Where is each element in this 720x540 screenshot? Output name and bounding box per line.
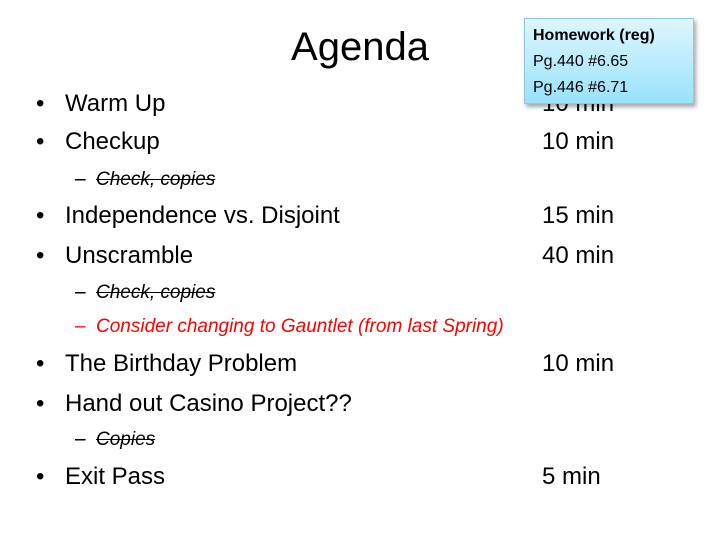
agenda-item-exit-pass [0, 459, 720, 495]
agenda-item-text: Hand out Casino Project?? [65, 390, 352, 417]
dash-icon: – [75, 282, 86, 303]
agenda-item-text: Warm Up [65, 90, 166, 117]
dash-icon: – [75, 429, 86, 450]
agenda-item-time: 15 min [542, 202, 615, 229]
agenda-item-text: Unscramble [65, 242, 194, 269]
agenda-item-birthday-problem [0, 346, 720, 382]
bullet-icon: • [36, 242, 45, 269]
homework-note [524, 18, 694, 104]
agenda-item-text: Exit Pass [65, 463, 166, 490]
agenda-item-time: 10 min [542, 128, 615, 155]
agenda-item-unscramble [0, 238, 720, 274]
homework-line: Pg.446 #6.71 [533, 79, 629, 96]
agenda-item-text: The Birthday Problem [65, 350, 298, 377]
slide-title: Agenda [291, 25, 429, 69]
bullet-icon: • [36, 390, 45, 417]
sub-item-text: Check, copies [96, 282, 216, 303]
agenda-item-time: 5 min [542, 463, 601, 490]
agenda-item-text: Checkup [65, 128, 160, 155]
bullet-icon: • [36, 128, 45, 155]
bullet-icon: • [36, 202, 45, 229]
agenda-item-time: 10 min [542, 350, 615, 377]
sub-item-check-copies [0, 279, 720, 307]
sub-item-text: Copies [96, 429, 156, 450]
sub-item-text: Consider changing to Gauntlet (from last Spring) [96, 316, 504, 337]
homework-title: Homework (reg) [533, 27, 655, 44]
agenda-item-independence [0, 198, 720, 234]
bullet-icon: • [36, 90, 45, 117]
sub-item-consider-gauntlet [0, 313, 720, 341]
sub-item-text: Check, copies [96, 169, 216, 190]
sub-item-copies [0, 426, 720, 454]
sub-item-check-copies [0, 166, 720, 194]
bullet-icon: • [36, 350, 45, 377]
agenda-item-text: Independence vs. Disjoint [65, 202, 340, 229]
bullet-icon: • [36, 463, 45, 490]
agenda-item-casino-project [0, 386, 720, 422]
agenda-item-time: 40 min [542, 242, 615, 269]
dash-icon: – [75, 169, 86, 190]
agenda-item-checkup [0, 124, 720, 160]
dash-icon: – [75, 316, 86, 337]
homework-line: Pg.440 #6.65 [533, 53, 629, 70]
